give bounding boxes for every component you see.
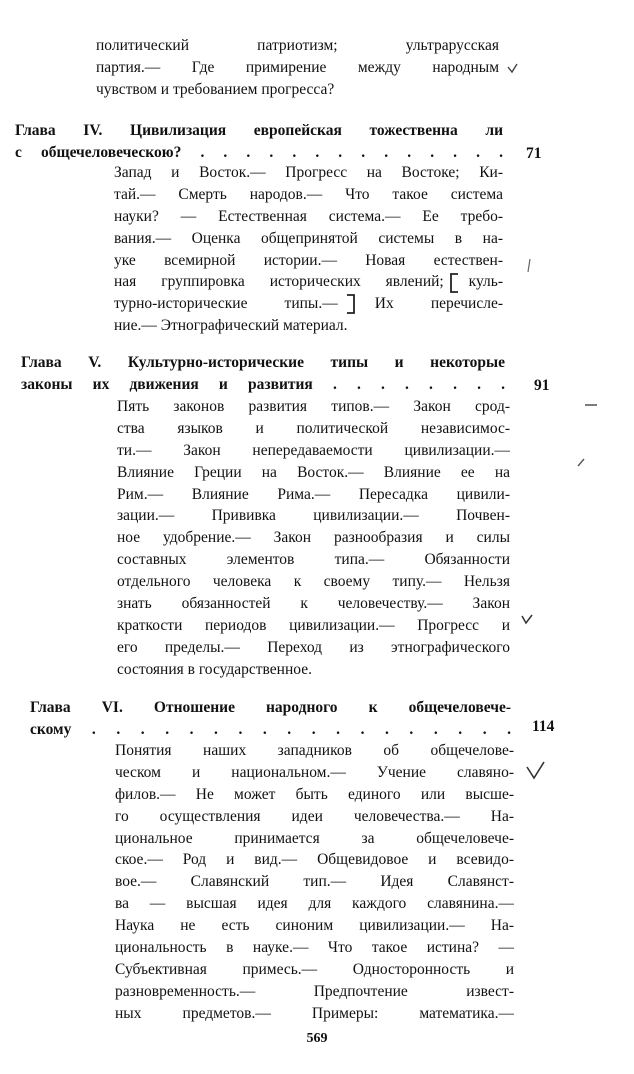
summary-line: циональное принимается за общечеловече- (115, 829, 514, 847)
chapter-title-line: Глава VI. Отношение народного к общечеловече- (30, 699, 511, 716)
summary-line: Понятия наших западников об общечелове- (115, 742, 514, 759)
margin-tick-icon (576, 458, 586, 468)
margin-tick-icon (524, 258, 534, 274)
summary-line: уке всемирной истории.— Новая естествен- (114, 251, 503, 269)
chapter-5-summary (117, 396, 510, 681)
summary-line: Влияние Греции на Восток.— Влияние ее на (117, 463, 510, 481)
summary-line: состояния в государственное. (117, 660, 312, 678)
chapter-title-line: с общечеловеческою? . . . . . . . . . . . . . . (15, 143, 503, 161)
summary-line: ческом и национальном.— Учение славяно- (115, 763, 514, 781)
summary-line: Запад и Восток.— Прогресс на Востоке; Ки- (114, 164, 503, 181)
summary-line: зации.— Прививка цивилизации.— Почвен- (117, 507, 510, 525)
chapter-title-line: Глава V. Культурно-исторические типы и некоторые (21, 354, 505, 371)
summary-line: Субъективная примесь.— Односторонность и (115, 960, 514, 978)
summary-line: политический патриотизм; ультрарусская (96, 37, 499, 54)
chapter-5-page-number: 91 (534, 377, 550, 394)
chapter-6-title (30, 697, 511, 741)
summary-line: вое.— Славянский тип.— Идея Славянст- (115, 873, 514, 891)
chapter-title-line: Глава IV. Цивилизация европейская тожественна ли (15, 122, 503, 139)
chapter-title-line: законы их движения и развития . . . . . . . . (21, 375, 505, 393)
chapter-6-page-number: 114 (532, 718, 555, 735)
chapter-4-summary (114, 162, 503, 337)
summary-line: его пределы.— Переход из этнографического (117, 638, 510, 656)
continued-summary (96, 35, 499, 101)
chapter-6-summary (115, 740, 514, 1025)
summary-line: краткости периодов цивилизации.— Прогресс и (117, 616, 510, 634)
summary-line: науки? — Естественная система.— Ее требо- (114, 207, 503, 225)
summary-line: ти.— Закон непередаваемости цивилизации.— (117, 441, 510, 459)
chapter-4-page-number: 71 (526, 145, 542, 162)
summary-line: ства языков и политической независимос- (117, 419, 510, 437)
summary-line: составных элементов типа.— Обязанности (117, 551, 510, 569)
summary-line: ние.— Этнографический материал. (114, 317, 348, 335)
summary-line: разновременность.— Предпочтение извест- (115, 982, 514, 1000)
margin-checkmark-icon (520, 612, 534, 626)
chapter-title-line: скому . . . . . . . . . . . . . . . . . . (30, 720, 511, 738)
summary-line: Рим.— Влияние Рима.— Пересадка цивили- (117, 485, 510, 503)
summary-line: Пять законов развития типов.— Закон срод- (117, 398, 510, 415)
margin-dash-icon (584, 402, 598, 408)
summary-line: отдельного человека к своему типу.— Нельзя (117, 573, 510, 591)
summary-line: тай.— Смерть народов.— Что такое система (114, 185, 503, 203)
summary-line: чувством и требованием прогресса? (96, 80, 335, 98)
page-number: 569 (306, 1031, 328, 1046)
bracket-mark-icon (345, 293, 357, 315)
summary-line: циональность в науке.— Что такое истина? — (115, 939, 514, 957)
summary-line: вания.— Оценка общепринятой системы в на- (114, 229, 503, 247)
summary-line: ных предметов.— Примеры: математика.— (115, 1004, 514, 1022)
summary-line: турно-исторические типы.— Их перечисле- (114, 295, 503, 313)
margin-checkmark-icon (524, 758, 548, 782)
summary-line: ское.— Род и вид.— Общевидовое и всевидо- (115, 851, 514, 869)
summary-line: ва — высшая идея для каждого славянина.— (115, 895, 514, 913)
summary-line: филов.— Не может быть единого или высше- (115, 785, 514, 803)
summary-line: ная группировка исторических явлений; куль- (114, 273, 503, 291)
chapter-5-title (21, 352, 505, 396)
summary-line: знать обязанностей к человечеству.— Закон (117, 595, 510, 613)
margin-checkmark-icon (506, 62, 520, 76)
summary-line: Наука не есть синоним цивилизации.— На- (115, 917, 514, 935)
summary-line: ное удобрение.— Закон разнообразия и силы (117, 529, 510, 547)
chapter-4-title (15, 120, 503, 164)
bracket-mark-icon (448, 272, 460, 294)
summary-line: партия.— Где примирение между народным (96, 58, 499, 76)
summary-line: го осуществления идеи человечества.— На- (115, 807, 514, 825)
